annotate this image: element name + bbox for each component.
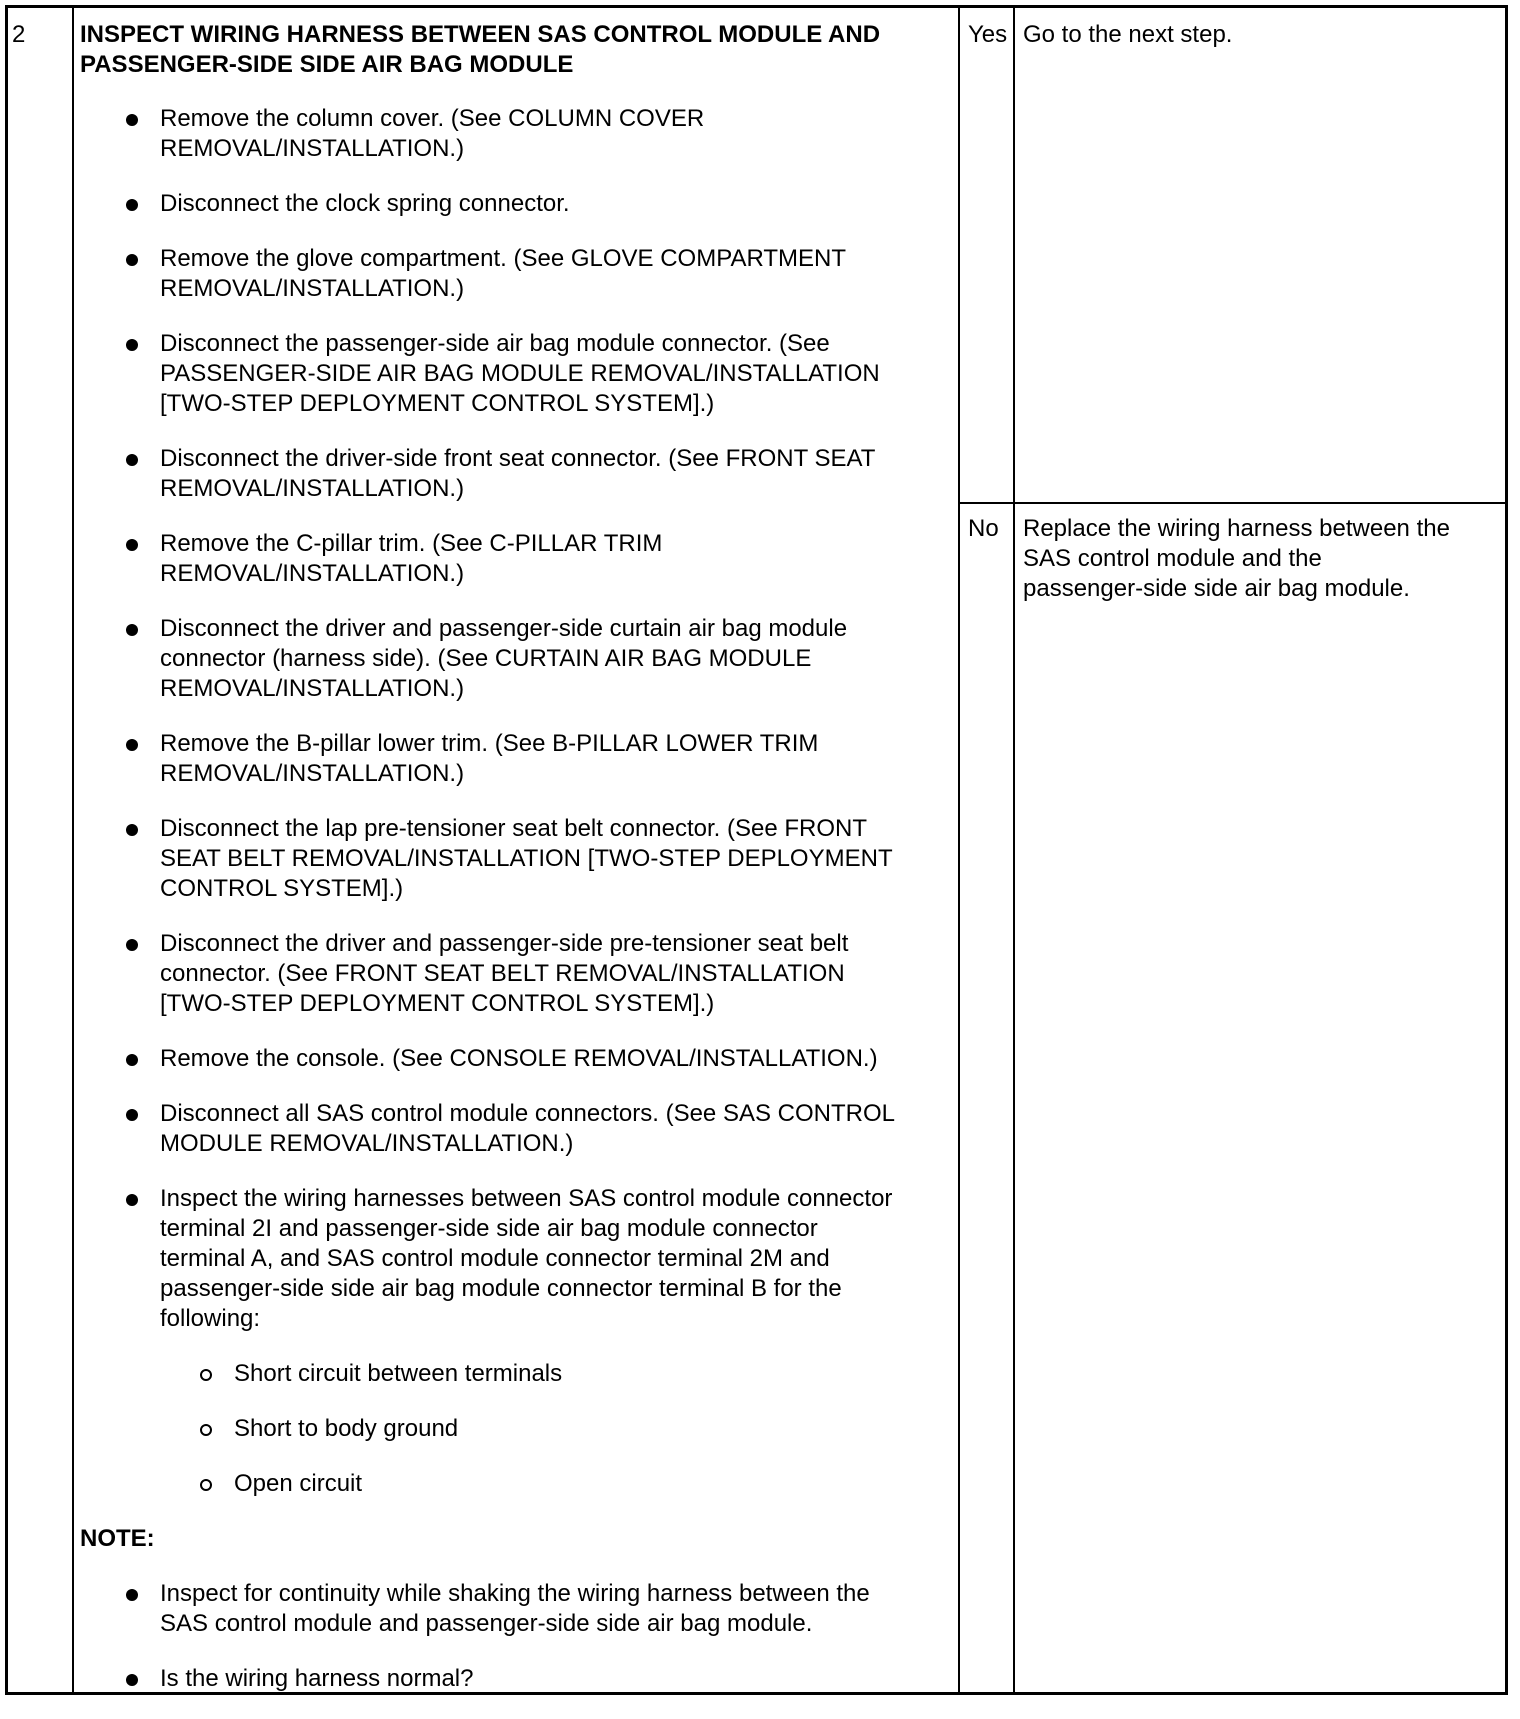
inspection-conditions xyxy=(80,1359,940,1499)
procedure-item xyxy=(80,104,940,164)
note-label: NOTE: xyxy=(80,1525,155,1552)
no-action xyxy=(1023,514,1493,604)
text-line: connector (harness side). (See CURTAIN AIR BAG MODULE xyxy=(160,645,812,672)
text-line: Disconnect the lap pre-tensioner seat belt connector. (See FRONT xyxy=(160,815,868,842)
yes-action: Go to the next step. xyxy=(1023,21,1233,48)
text-line: Remove the column cover. (See COLUMN COVER xyxy=(160,105,705,132)
text-line: Open circuit xyxy=(234,1470,363,1497)
bullet-icon xyxy=(126,539,138,551)
text-line: CONTROL SYSTEM].) xyxy=(160,875,404,902)
step-title-line: PASSENGER-SIDE SIDE AIR BAG MODULE xyxy=(80,51,574,78)
procedure-item xyxy=(80,729,940,789)
text-line: terminal 2I and passenger-side side air bag module connector xyxy=(160,1215,818,1242)
text-line: REMOVAL/INSTALLATION.) xyxy=(160,135,465,162)
condition-item xyxy=(80,1414,940,1444)
bullet-icon xyxy=(126,739,138,751)
text-line: SEAT BELT REMOVAL/INSTALLATION [TWO-STEP DEPLOYMENT xyxy=(160,845,893,872)
condition-item xyxy=(80,1359,940,1389)
text-line: terminal A, and SAS control module connector terminal 2M and xyxy=(160,1245,830,1272)
no-label: No xyxy=(968,515,999,542)
text-line: REMOVAL/INSTALLATION.) xyxy=(160,275,465,302)
procedure-list xyxy=(80,104,940,1719)
text-line: Disconnect all SAS control module connectors. (See SAS CONTROL xyxy=(160,1100,895,1127)
text-line: REMOVAL/INSTALLATION.) xyxy=(160,675,465,702)
text-line: Inspect the wiring harnesses between SAS control module connector xyxy=(160,1185,893,1212)
procedure-item xyxy=(80,614,940,704)
text-line: REMOVAL/INSTALLATION.) xyxy=(160,560,465,587)
step-number: 2 xyxy=(12,21,26,48)
note-item xyxy=(80,1664,940,1694)
procedure-items xyxy=(80,104,940,1334)
procedure-item xyxy=(80,814,940,904)
bullet-icon xyxy=(126,1589,138,1601)
text-line: PASSENGER-SIDE AIR BAG MODULE REMOVAL/INSTALLATION xyxy=(160,360,880,387)
bullet-icon xyxy=(126,254,138,266)
text-line: Is the wiring harness normal? xyxy=(160,1665,474,1692)
procedure-item xyxy=(80,1099,940,1159)
procedure-item xyxy=(80,444,940,504)
bullet-icon xyxy=(126,114,138,126)
row-divider xyxy=(958,502,1508,504)
text-line: Disconnect the clock spring connector. xyxy=(160,190,570,217)
text-line: connector. (See FRONT SEAT BELT REMOVAL/INSTALLATION xyxy=(160,960,845,987)
procedure-item xyxy=(80,929,940,1019)
bullet-icon xyxy=(126,1054,138,1066)
bullet-icon xyxy=(126,199,138,211)
text-line: Short circuit between terminals xyxy=(234,1360,563,1387)
procedure-item xyxy=(80,189,940,219)
text-line: Disconnect the driver-side front seat connector. (See FRONT SEAT xyxy=(160,445,876,472)
hollow-bullet-icon xyxy=(200,1369,212,1381)
text-line: Remove the console. (See CONSOLE REMOVAL/INSTALLATION.) xyxy=(160,1045,878,1072)
bullet-icon xyxy=(126,454,138,466)
bullet-icon xyxy=(126,1674,138,1686)
note-item xyxy=(80,1579,940,1639)
text-line: Remove the glove compartment. (See GLOVE COMPARTMENT xyxy=(160,245,847,272)
text-line: Replace the wiring harness between the xyxy=(1023,515,1450,542)
text-line: Disconnect the passenger-side air bag module connector. (See xyxy=(160,330,830,357)
yes-label: Yes xyxy=(968,21,1008,48)
text-line: Inspect for continuity while shaking the wiring harness between the xyxy=(160,1580,870,1607)
text-line: Disconnect the driver and passenger-side pre-tensioner seat belt xyxy=(160,930,849,957)
hollow-bullet-icon xyxy=(200,1479,212,1491)
bullet-icon xyxy=(126,1194,138,1206)
hollow-bullet-icon xyxy=(200,1424,212,1436)
step-title xyxy=(80,20,940,80)
text-line: Short to body ground xyxy=(234,1415,459,1442)
text-line: SAS control module and passenger-side side air bag module. xyxy=(160,1610,813,1637)
text-line: passenger-side side air bag module. xyxy=(1023,575,1410,602)
text-line: REMOVAL/INSTALLATION.) xyxy=(160,475,465,502)
bullet-icon xyxy=(126,1109,138,1121)
column-divider xyxy=(72,8,74,1692)
text-line: Remove the C-pillar trim. (See C-PILLAR TRIM xyxy=(160,530,663,557)
text-line: [TWO-STEP DEPLOYMENT CONTROL SYSTEM].) xyxy=(160,990,715,1017)
procedure-item xyxy=(80,1184,940,1334)
procedure-item xyxy=(80,529,940,589)
procedure-item xyxy=(80,329,940,419)
text-line: Remove the B-pillar lower trim. (See B-PILLAR LOWER TRIM xyxy=(160,730,819,757)
bullet-icon xyxy=(126,824,138,836)
text-line: following: xyxy=(160,1305,261,1332)
procedure-item xyxy=(80,244,940,304)
text-line: Disconnect the driver and passenger-side curtain air bag module xyxy=(160,615,848,642)
bullet-icon xyxy=(126,339,138,351)
text-line: [TWO-STEP DEPLOYMENT CONTROL SYSTEM].) xyxy=(160,390,715,417)
column-divider xyxy=(1013,8,1015,1692)
step-table xyxy=(5,5,1508,1695)
text-line: SAS control module and the xyxy=(1023,545,1322,572)
text-line: passenger-side side air bag module connector terminal B for the xyxy=(160,1275,842,1302)
note-items xyxy=(80,1579,940,1694)
step-title-line: INSPECT WIRING HARNESS BETWEEN SAS CONTROL MODULE AND xyxy=(80,21,881,48)
text-line: MODULE REMOVAL/INSTALLATION.) xyxy=(160,1130,574,1157)
procedure-item xyxy=(80,1044,940,1074)
column-divider xyxy=(958,8,960,1692)
condition-item xyxy=(80,1469,940,1499)
bullet-icon xyxy=(126,624,138,636)
bullet-icon xyxy=(126,939,138,951)
text-line: REMOVAL/INSTALLATION.) xyxy=(160,760,465,787)
